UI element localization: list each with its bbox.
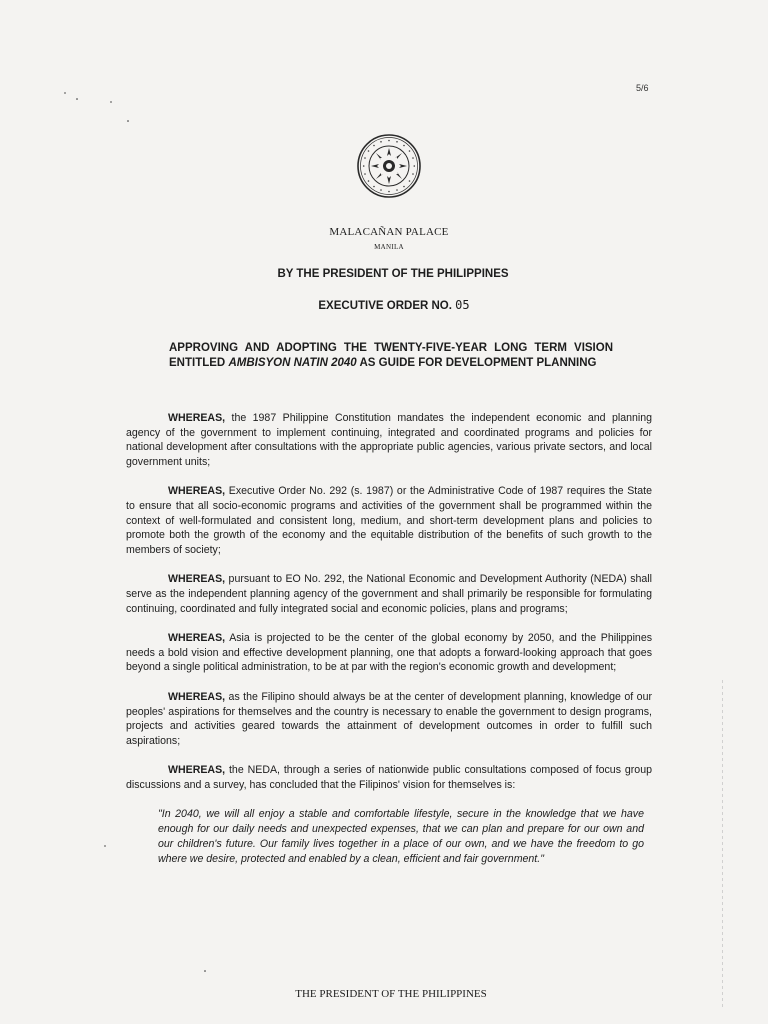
page-number: 5/6 bbox=[636, 83, 649, 93]
order-title bbox=[169, 341, 613, 371]
scan-speck bbox=[76, 98, 78, 100]
whereas-label: WHEREAS, bbox=[168, 485, 226, 498]
paragraph-text: the 1987 Philippine Constitution mandates the independent economic and planning agency of the government to implement continuing, integrated and coordinated programs and policies for national development after consultations with the appropriate public agencies, various private sectors, and local government units; bbox=[126, 412, 653, 468]
paragraph-text: Asia is projected to be the center of the global economy by 2050, and the Philippines needs a bold vision and effective development planning, one that adopts a forward-looking approach that goes beyond a single political administration, to be at par with the region's economic growth and development; bbox=[126, 632, 653, 674]
scan-edge-artifact bbox=[722, 680, 723, 1010]
vision-quote: "In 2040, we will all enjoy a stable and comfortable lifestyle, secure in the knowledge that we have enough for our daily needs and unexpected expenses, that we can plan and prepare for our own and our children's future. Our family lives together in a place of our own, and we have the freedom to go where we desire, protected and enabled by a clean, efficient and fair government." bbox=[158, 808, 644, 866]
whereas-label: WHEREAS, bbox=[168, 573, 226, 586]
paragraph-text: Executive Order No. 292 (s. 1987) or the Administrative Code of 1987 requires the State to ensure that all socio-economic programs and activities of the government shall be programmed within the context of well-formulated and consistent long, medium, and short-term development plans and policies to promote both the growth of the economy and the equitable distribution of the benefits of such growth to the members of society; bbox=[126, 485, 652, 556]
whereas-paragraph bbox=[126, 631, 652, 675]
scan-speck bbox=[204, 970, 206, 972]
paragraph-text: as the Filipino should always be at the center of development planning, knowledge of our peoples' aspirations for themselves and the country is necessary to enable the government to design programs, projects and activities geared towards the attainment of development outcomes in order to fulfill such aspirations; bbox=[126, 690, 652, 747]
scan-speck bbox=[127, 120, 129, 122]
whereas-paragraph bbox=[126, 763, 652, 792]
whereas-paragraph bbox=[126, 484, 652, 557]
issuer-heading: BY THE PRESIDENT OF THE PHILIPPINES bbox=[277, 268, 509, 280]
scan-speck bbox=[110, 101, 112, 103]
paragraph-text: the NEDA, through a series of nationwide public consultations composed of focus group discussions and a survey, has concluded that the Filipinos' vision for themselves is: bbox=[126, 764, 652, 791]
order-prefix: EXECUTIVE ORDER NO. bbox=[318, 300, 452, 312]
document-body bbox=[126, 411, 652, 867]
palace-name: MALACAÑAN PALACE bbox=[329, 226, 449, 238]
order-number: 05 bbox=[455, 298, 470, 312]
whereas-paragraph bbox=[126, 572, 652, 616]
title-line-2: AS GUIDE FOR DEVELOPMENT PLANNING bbox=[359, 357, 597, 369]
paragraph-text: pursuant to EO No. 292, the National Economic and Development Authority (NEDA) shall serve as the independent planning agency of the government and shall primarily be responsible for formulating continuing, coordinated and fully integrated social and economic policies, plans and programs; bbox=[126, 573, 652, 615]
whereas-label: WHEREAS, bbox=[168, 632, 226, 645]
vision-name: AMBISYON NATIN 2040 bbox=[228, 357, 357, 369]
scan-speck bbox=[64, 92, 66, 94]
presidential-seal-icon bbox=[357, 134, 421, 198]
whereas-label: WHEREAS, bbox=[168, 412, 226, 424]
whereas-paragraph bbox=[126, 690, 652, 748]
whereas-paragraph bbox=[126, 411, 652, 469]
title-line-1: APPROVING AND ADOPTING THE TWENTY-FIVE-YEAR LONG TERM VISION ENTITLED bbox=[169, 342, 613, 369]
footer-signature-line: THE PRESIDENT OF THE PHILIPPINES bbox=[295, 988, 487, 1000]
scan-speck bbox=[104, 845, 106, 847]
executive-order-heading bbox=[0, 298, 768, 312]
palace-city: MANILA bbox=[374, 243, 404, 251]
whereas-label: WHEREAS, bbox=[168, 690, 226, 703]
whereas-label: WHEREAS, bbox=[168, 764, 226, 777]
